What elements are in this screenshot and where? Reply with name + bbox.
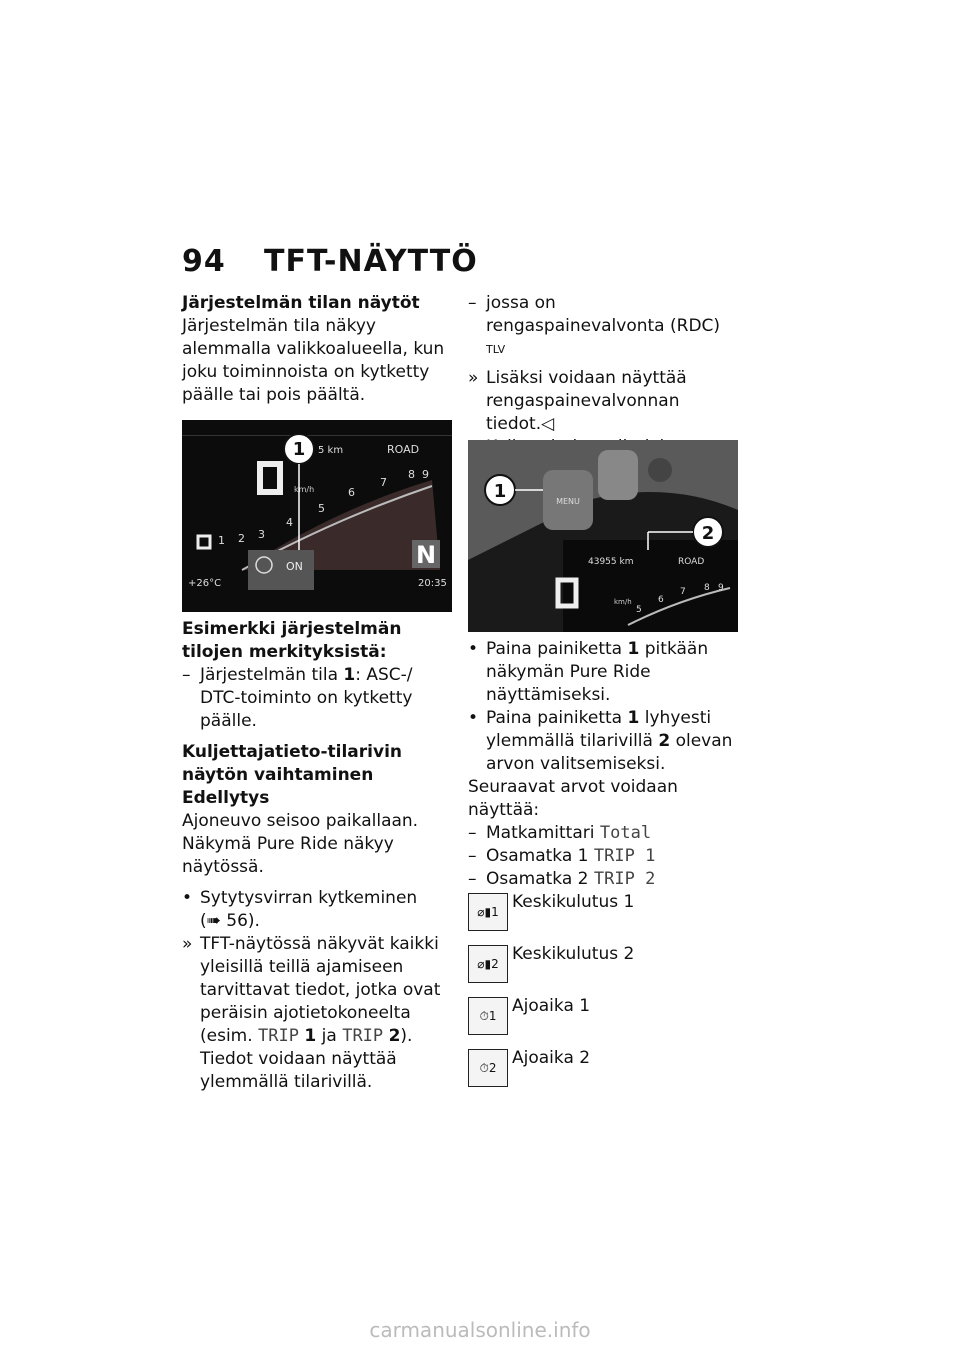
svg-text:3: 3 [258,528,265,541]
icon-row: ⌀▮1 Keskikulutus 1 [468,891,738,943]
icon-row: ⏱2 Ajoaika 2 [468,1047,738,1099]
svg-text:8: 8 [408,468,415,481]
section-heading: Kuljettajatieto-tilarivin näytön vaihtaminen [182,742,403,785]
page-header [182,244,478,279]
callout-1: 1 [493,481,507,502]
list-item: » TFT-näytössä näkyvät kaikki yleisillä teillä ajamiseen tarvittavat tiedot, jotka ovat peräisin ajotietokoneelta (esim. TRIP 1 ja TRIP 2). Tiedot voidaan näyttää ylemmällä tilarivillä. [182,934,441,1092]
page-title: TFT-NÄYTTÖ [264,244,478,279]
distance-readout: 5 km [318,445,344,456]
handlebar-figure [468,440,738,632]
svg-text:2: 2 [238,532,245,545]
dashboard-figure [182,420,452,612]
svg-text:7: 7 [680,587,686,597]
subheading: Edellytys [182,788,270,808]
list-item: • Paina painiketta 1 pitkään näkymän Pure Ride näyttämiseksi. [468,639,709,705]
svg-text:9: 9 [718,583,724,593]
list-item: – Osamatka 1 TRIP 1 [468,846,656,866]
paragraph: Järjestelmän tila näkyy alemmalla valikkoalueella, kun joku toiminnoista on kytketty päälle tai pois päältä. [182,316,445,405]
svg-text:5: 5 [318,502,325,515]
left-column-lower [182,618,452,1094]
list-item: – jossa on rengaspainevalvonta (RDC) $^{TLV}$ [468,293,721,356]
svg-text:7: 7 [380,476,387,489]
list-item: » Lisäksi voidaan näyttää rengaspainevalvonnan tiedot.◁ [468,367,687,434]
section-heading: Järjestelmän tilan näytöt [182,293,420,313]
list-item: • Sytytysvirran kytkeminen (➠ 56). [182,888,418,931]
page-number: 94 [182,244,226,279]
paragraph: Seuraavat arvot voidaan näyttää: [468,777,678,820]
list-item: – Järjestelmän tila 1: ASC-/ DTC-toiminto on kytketty päälle. [182,665,413,731]
left-column [182,292,452,407]
temperature: +26°C [188,578,222,589]
riding-time-2-icon: ⏱2 [468,1049,508,1087]
status-on: ON [286,560,303,573]
list-item: – Osamatka 2 TRIP 2 [468,869,656,889]
svg-text:5: 5 [636,605,642,615]
callout-2: 2 [701,523,715,544]
svg-text:6: 6 [658,595,664,605]
mode-readout: ROAD [678,557,705,567]
odometer-readout: 43955 km [588,557,634,567]
callout-1: 1 [292,439,306,460]
average-consumption-2-icon: ⌀▮2 [468,945,508,983]
gear-indicator: N [415,541,437,569]
clock: 20:35 [418,578,447,589]
icon-row: ⏱1 Ajoaika 1 [468,995,738,1047]
average-consumption-1-icon: ⌀▮1 [468,893,508,931]
mode-readout: ROAD [387,443,420,456]
svg-text:6: 6 [348,486,355,499]
riding-time-1-icon: ⏱1 [468,997,508,1035]
paragraph: Ajoneuvo seisoo paikallaan. Näkymä Pure Ride näkyy näytössä. [182,811,419,877]
footer-watermark[interactable]: carmanualsonline.info [369,1318,591,1342]
speed-unit: km/h [294,485,315,494]
svg-text:4: 4 [286,516,293,529]
svg-text:9: 9 [422,468,429,481]
list-item: – Matkamittari Total [468,823,652,843]
icon-row: ⌀▮2 Keskikulutus 2 [468,943,738,995]
svg-text:1: 1 [218,534,225,547]
menu-button-label: MENU [556,497,580,506]
svg-text:8: 8 [704,583,710,593]
list-item: • Paina painiketta 1 lyhyesti ylemmällä tilarivillä 2 olevan arvon valitsemiseksi. [468,708,733,774]
speed-unit: km/h [614,598,632,606]
section-heading: Esimerkki järjestelmän tilojen merkityksistä: [182,619,402,662]
right-column-lower [468,638,738,1099]
